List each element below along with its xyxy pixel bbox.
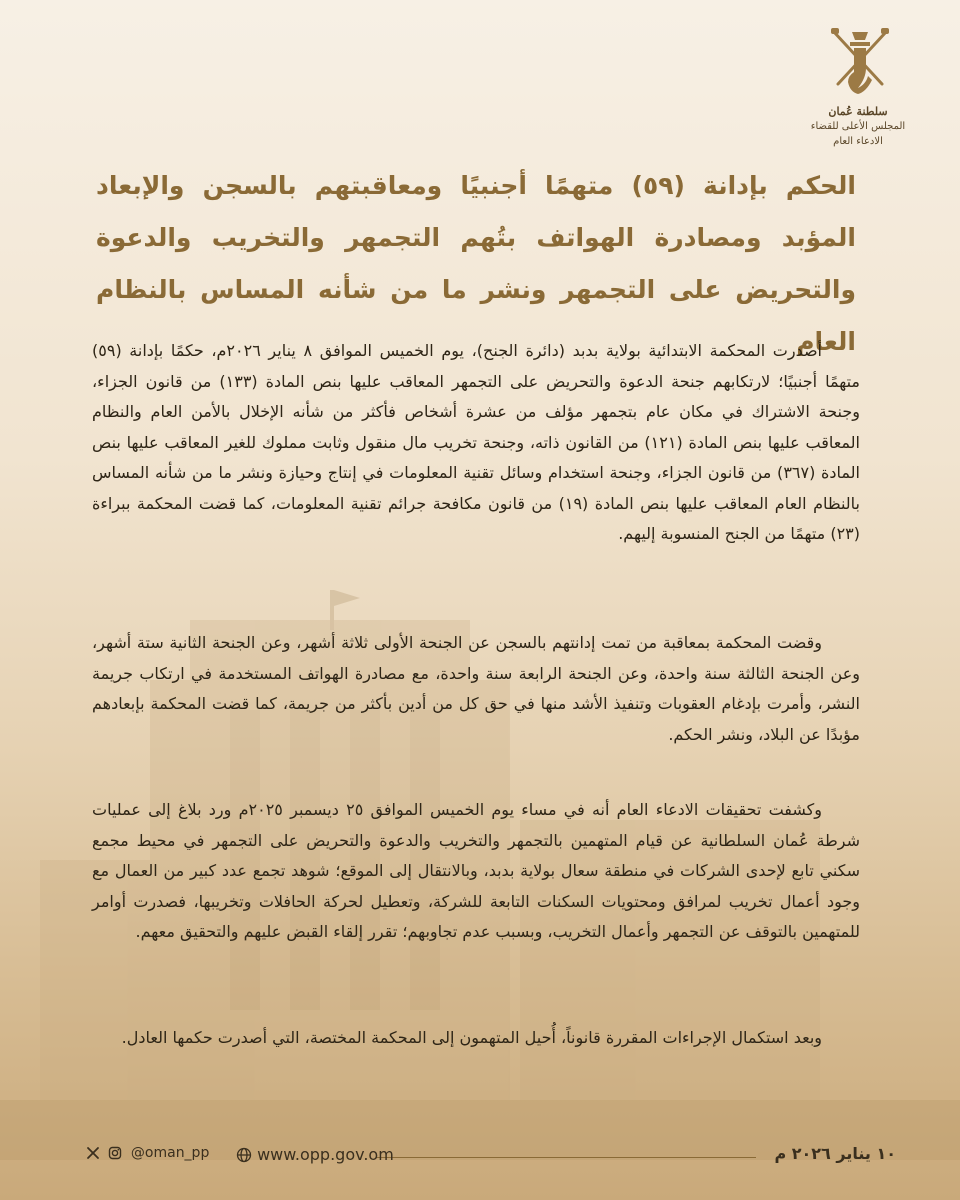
article-paragraph-3: وكشفت تحقيقات الادعاء العام أنه في مساء يوم الخميس الموافق ٢٥ ديسمبر ٢٠٢٥م ورد بلاغ إلى عمليات شرطة عُمان السلطانية عن قيام المتهمين بالتجمهر والتخريب والدعوة والتحريض على التجمهر في محيط مجمع سكني تابع لإحدى الشركات في منطقة سعال بولاية بدبد، وبالانتقال إلى الموقع؛ شوهد تجمع عدد كبير من العمال مع وجود أعمال تخريب لمرافق ومحتويات السكنات التابعة للشركة، وتعطيل لحركة الحافلات وتخريبها، فصدرت أوامر للمتهمين بالتوقف عن التجمهر وأعمال التخريب، وبسبب عدم تجاوبهم؛ تقرر إلقاء القبض عليهم والتحقيق معهم. [92,800,860,941]
article-paragraph-4: وبعد استكمال الإجراءات المقررة قانوناً، أُحيل المتهمون إلى المحكمة المختصة، التي أصدرت حكمها العادل. [121,1028,822,1047]
footer [86,1138,896,1174]
header-emblem [800,22,920,154]
social-handle[interactable] [86,1145,209,1161]
article-paragraph-2: وقضت المحكمة بمعاقبة من تمت إدانتهم بالسجن عن الجنحة الأولى ثلاثة أشهر، وعن الجنحة الثانية ستة أشهر، وعن الجنحة الثالثة سنة واحدة، وعن الجنحة الرابعة سنة واحدة، مع مصادرة الهواتف المستخدمة في ارتكاب جريمة النشر، وأمرت بإدغام العقوبات وتنفيذ الأشد منها في حق كل من أدين بأكثر من جريمة، كما قضت المحكمة بإبعادهم مؤبدًا عن البلاد، ونشر الحكم. [92,633,860,744]
website-link[interactable] [236,1144,394,1164]
website-url[interactable]: www.opp.gov.om [257,1145,394,1164]
article-paragraph-1: أصدرت المحكمة الابتدائية بولاية بدبد (دائرة الجنح)، يوم الخميس الموافق ٨ يناير ٢٠٢٦م، حكمًا بإدانة (٥٩) متهمًا أجنبيًا؛ لارتكابهم جنحة الدعوة والتحريض على التجمهر المعاقب عليها بنص المادة (١٣٣) من قانون الجزاء، وجنحة الاشتراك في مكان عام بتجمهر مؤلف من عشرة أشخاص فأكثر من شأنه الإخلال بالأمن العام والنظام المعاقب عليها بنص المادة (١٢١) من القانون ذاته، وجنحة تخريب مال منقول وثابت مملوك للغير المعاقب عليها بنص المادة (٣٦٧) من قانون الجزاء، وجنحة استخدام وسائل تقنية المعلومات في إنتاج وحيازة ونشر ما من شأنه المساس بالنظام العام المعاقب عليها بنص المادة (١٩) من قانون مكافحة جرائم تقنية المعلومات، كما قضت المحكمة ببراءة (٢٣) متهمًا من الجنح المنسوبة إليهم. [92,341,861,543]
organization-name [796,104,920,149]
article-title: الحكم بإدانة (٥٩) متهمًا أجنبيًا ومعاقبتهم بالسجن والإبعاد المؤبد ومصادرة الهواتف بتُهم التجمهر والتخريب والدعوة والتحريض على التجمهر ونشر ما من شأنه المساس بالنظام العام [96,171,856,356]
footer-divider [376,1157,756,1158]
instagram-icon[interactable] [108,1146,122,1160]
org-line-1: سلطنة عُمان [828,105,888,118]
publish-date: ١٠ يناير ٢٠٢٦ م [774,1144,896,1163]
x-icon[interactable] [86,1146,100,1160]
social-handle-text[interactable]: @oman_pp [130,1145,210,1161]
org-line-3: الادعاء العام [833,136,883,147]
globe-icon [236,1147,252,1163]
org-line-2: المجلس الأعلى للقضاء [810,121,906,132]
oman-khanjar-emblem-icon [828,22,892,100]
